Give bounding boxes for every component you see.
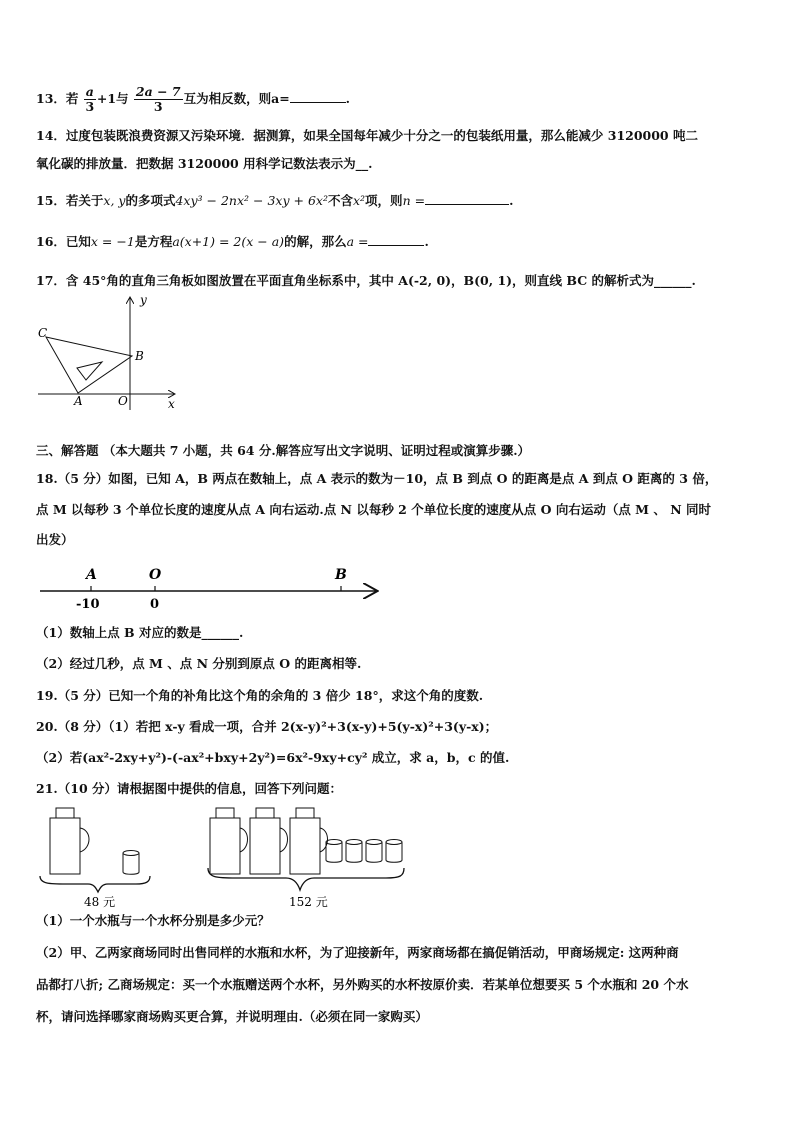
q17-coordinate-figure: [36, 292, 196, 417]
question-20-line-2: （2）若(ax²-2xy+y²)-(-ax²+bxy+2y²)=6x²-9xy+cy² 成立，求 a，b，c 的值.: [36, 750, 510, 765]
question-18-sub-2: （2）经过几秒，点 M 、点 N 分别到原点 O 的距离相等.: [36, 656, 362, 671]
tick-label-minus-10: -10: [76, 597, 100, 612]
cup-icon: [366, 840, 382, 863]
label-B: B: [135, 349, 144, 363]
q21-bottles-cups-figure: [36, 802, 416, 910]
question-21-sub-1: （1）一个水瓶与一个水杯分别是多少元？: [36, 913, 270, 928]
fraction-a-over-3: $\frac{a}{3}$: [85, 84, 95, 114]
cup-icon: [123, 851, 139, 875]
question-14-line-1: 14．过度包装既浪费资源又污染环境．据测算，如果全国每年减少十分之一的包装纸用量，那么能减少 3120000 吨二: [36, 128, 698, 143]
question-16: 16．已知x = −1是方程a(x+1) = 2(x − a)的解，那么a = .: [36, 234, 429, 249]
question-20-line-1: 20.（8 分）（1）若把 x-y 看成一项，合并 2(x-y)²+3(x-y)+5(y-x)²+3(y-x)；: [36, 719, 498, 734]
tick-label-0: 0: [150, 597, 160, 612]
price-152-label: 152 元: [289, 895, 328, 909]
q18-number-line: [36, 560, 386, 612]
answer-blank[interactable]: [368, 233, 424, 246]
bottle-icon: [250, 808, 288, 874]
cup-icon: [346, 840, 362, 863]
question-14-line-2: 氧化碳的排放量．把数据 3120000 用科学记数法表示为__.: [36, 156, 373, 171]
question-13: 13．若 $\frac{a}{3}$ +1与 $\frac{2a - 7}{3}$ 互为相反数，则a= .: [36, 84, 351, 114]
question-18-line-3: 出发）: [36, 532, 74, 547]
label-y: y: [140, 293, 147, 307]
price-48-label: 48 元: [84, 895, 116, 909]
question-21-line-1: 21.（10 分）请根据图中提供的信息，回答下列问题：: [36, 781, 342, 796]
label-x: x: [168, 397, 175, 411]
question-15: 15．若关于x, y的多项式4xy³ − 2nx² − 3xy + 6x²不含x²项，则n = .: [36, 193, 514, 208]
cup-icon: [326, 840, 342, 863]
triangle-inner: [77, 362, 102, 380]
right-brace: [208, 868, 404, 890]
label-O: O: [118, 394, 128, 408]
bottle-icon: [210, 808, 248, 874]
question-18-sub-1: （1）数轴上点 B 对应的数是______.: [36, 625, 244, 640]
point-B-label: B: [335, 567, 347, 583]
question-18-line-2: 点 M 以每秒 3 个单位长度的速度从点 A 向右运动.点 N 以每秒 2 个单位长度的速度从点 O 向右运动（点 M 、 N 同时: [36, 502, 711, 517]
question-21-sub-2-line-2: 品都打八折; 乙商场规定：买一个水瓶赠送两个水杯，另外购买的水杯按原价卖．若某单位想要买 5 个水瓶和 20 个水: [36, 977, 689, 992]
label-C: C: [38, 326, 48, 340]
point-A-label: A: [86, 567, 97, 583]
left-brace: [40, 876, 150, 892]
bottle-icon: [290, 808, 328, 874]
point-O-label: O: [149, 567, 162, 583]
bottle-icon: [50, 808, 89, 874]
question-18-line-1: 18.（5 分）如图，已知 A，B 两点在数轴上，点 A 表示的数为－10，点 B 到点 O 的距离是点 A 到点 O 距离的 3 倍，: [36, 471, 718, 486]
answer-blank[interactable]: [425, 192, 509, 205]
question-21-sub-2-line-3: 杯，请问选择哪家商场购买更合算，并说明理由.（必须在同一家购买）: [36, 1009, 428, 1024]
question-19: 19.（5 分）已知一个角的补角比这个角的余角的 3 倍少 18°，求这个角的度数.: [36, 688, 484, 703]
answer-blank[interactable]: [290, 90, 346, 103]
section-3-heading: 三、解答题 （本大题共 7 小题，共 64 分.解答应写出文字说明、证明过程或演算步骤.）: [36, 443, 531, 458]
fraction-2a-7-over-3: $\frac{2a - 7}{3}$: [135, 84, 181, 114]
question-17: 17．含 45°角的直角三角板如图放置在平面直角坐标系中，其中 A(-2, 0)，B(0, 1)，则直线 BC 的解析式为______.: [36, 273, 696, 288]
question-21-sub-2-line-1: （2）甲、乙两家商场同时出售同样的水瓶和水杯，为了迎接新年，两家商场都在搞促销活动，甲商场规定: 这两种商: [36, 945, 679, 960]
label-A: A: [74, 394, 83, 408]
cup-icon: [386, 840, 402, 863]
